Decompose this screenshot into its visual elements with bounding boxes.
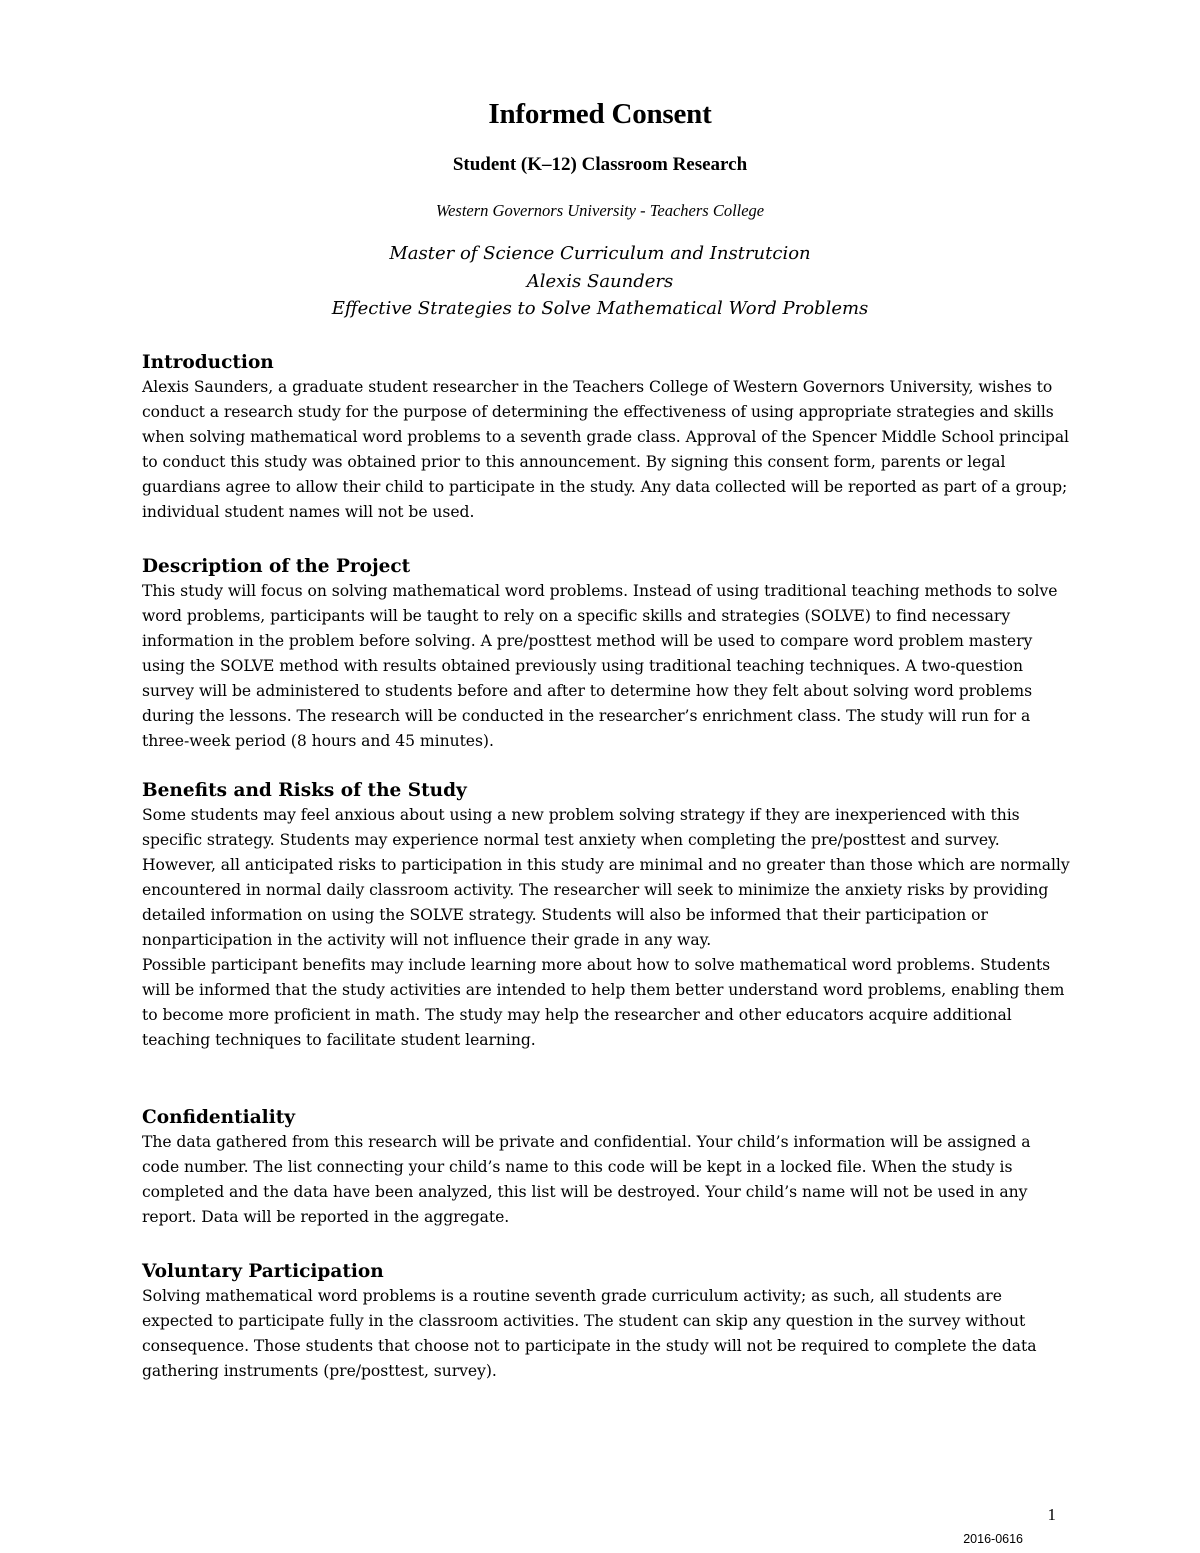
section-heading: Introduction [142,352,274,373]
study-title: Effective Strategies to Solve Mathematical Word Problems [331,298,869,319]
section-benefits-risks [142,778,1072,1053]
section-body: Solving mathematical word problems is a routine seventh grade curriculum activity; as such, all students are expected to participate fully in the classroom activities. The student can skip any question in the survey without consequence. Those students that choose not to participate in the study will not be required to complete the data gathering instruments (pre/posttest, survey). [142,1287,1037,1380]
section-description [142,554,1072,754]
institution-name: Western Governors University - Teachers College [435,201,765,220]
document-title: Informed Consent [488,98,712,130]
page-number: 1 [1047,1505,1056,1524]
study-info [0,240,1200,323]
researcher-name: Alexis Saunders [526,270,674,292]
section-introduction [142,350,1072,525]
section-body: This study will focus on solving mathematical word problems. Instead of using traditional teaching methods to solve word problems, participants will be taught to rely on a specific skills and strategies (SOLVE) to find necessary information in the problem before solving. A pre/posttest method will be used to compare word problem mastery using the SOLVE method with results obtained previously using traditional teaching techniques. A two-question survey will be administered to students before and after to determine how they felt about solving word problems during the lessons. The research will be conducted in the researcher’s enrichment class. The study will run for a three-week period (8 hours and 45 minutes). [142,582,1058,750]
section-body-benefits: Possible participant benefits may include learning more about how to solve mathematical word problems. Students will be informed that the study activities are intended to help them better understand word problems, enabling them to become more proficient in math. The study may help the researcher and other educators acquire additional teaching techniques to facilitate student learning. [142,956,1065,1049]
section-heading: Description of the Project [142,556,411,577]
section-confidentiality [142,1105,1072,1230]
document-subtitle: Student (K–12) Classroom Research [452,154,748,175]
document-code: 2016-0616 [963,1532,1023,1546]
section-body: The data gathered from this research will be private and confidential. Your child’s information will be assigned a code number. The list connecting your child’s name to this code will be kept in a locked file. When the study is completed and the data have been analyzed, this list will be destroyed. Your child’s name will not be used in any report. Data will be reported in the aggregate. [142,1133,1031,1226]
program-name: Master of Science Curriculum and Instrutcion [389,243,811,264]
section-heading: Confidentiality [142,1107,296,1128]
section-body: Alexis Saunders, a graduate student researcher in the Teachers College of Western Governors University, wishes to conduct a research study for the purpose of determining the effectiveness of using appropriate strategies and skills when solving mathematical word problems to a seventh grade class. Approval of the Spencer Middle School principal to conduct this study was obtained prior to this announcement. By signing this consent form, parents or legal guardians agree to allow their child to participate in the study. Any data collected will be reported as part of a group; individual student names will not be used. [142,378,1069,521]
section-body-risks: Some students may feel anxious about using a new problem solving strategy if they are inexperienced with this specific strategy. Students may experience normal test anxiety when completing the pre/posttest and survey. However, all anticipated risks to participation in this study are minimal and no greater than those which are normally encountered in normal daily classroom activity. The researcher will seek to minimize the anxiety risks by providing detailed information on using the SOLVE strategy. Students will also be informed that their participation or nonparticipation in the activity will not influence their grade in any way. [142,806,1070,949]
section-heading: Voluntary Participation [142,1261,384,1282]
section-voluntary-participation [142,1259,1072,1384]
section-heading: Benefits and Risks of the Study [142,780,467,801]
